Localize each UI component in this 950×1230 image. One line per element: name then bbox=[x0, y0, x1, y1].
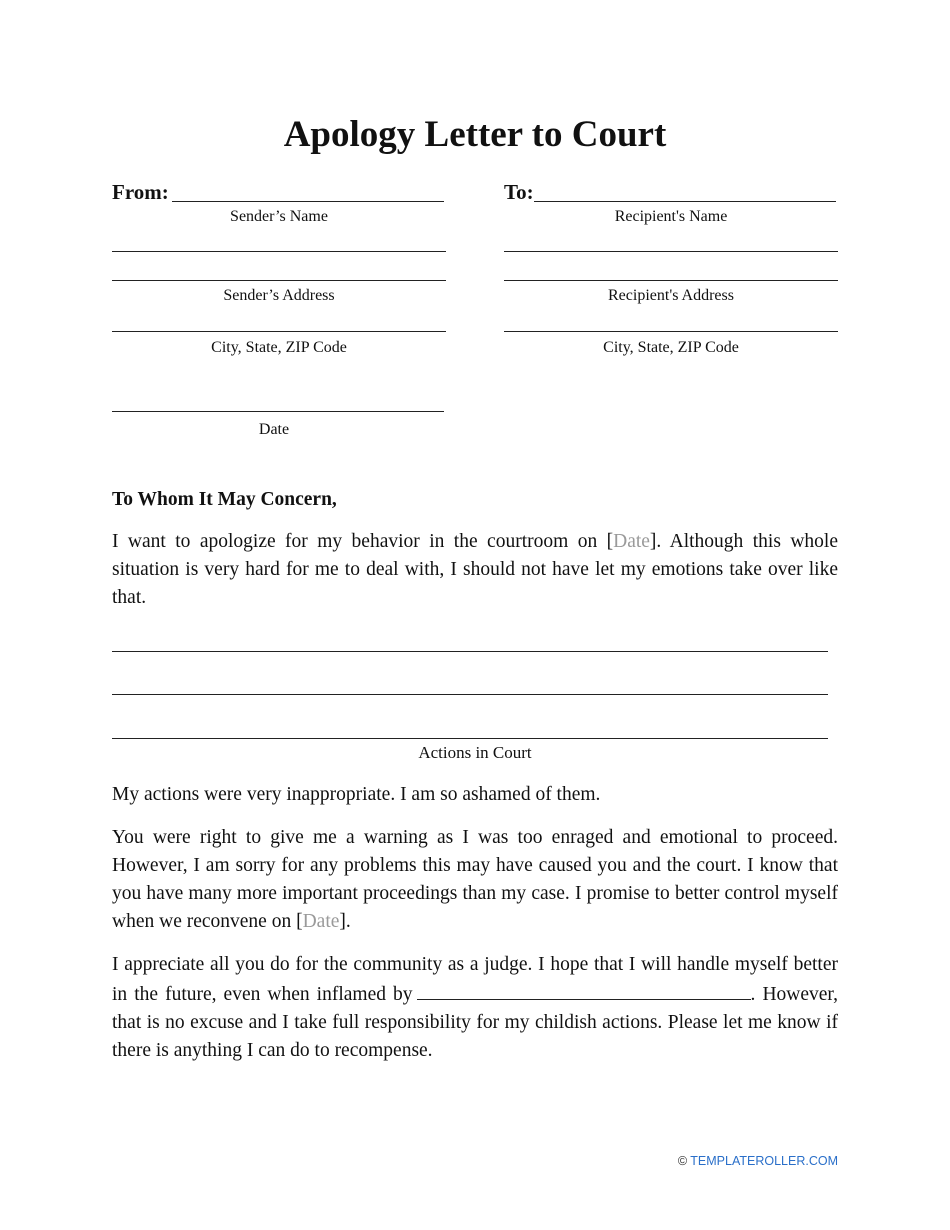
actions-caption: Actions in Court bbox=[418, 743, 532, 762]
footer-credit bbox=[678, 1154, 838, 1168]
paragraph-1 bbox=[112, 528, 838, 612]
sender-address-caption: Sender’s Address bbox=[223, 287, 335, 304]
paragraph-3-start: You were right to give me a warning as I was too enraged and emotional to proceed. However, I am sorry for any problems this may have caused you and the court. I know that you have many more important proceedings than my case. I promise to better control myself when we reconvene on [ bbox=[112, 827, 838, 932]
paragraph-3-end: ]. bbox=[339, 911, 351, 932]
sender-city-line[interactable] bbox=[112, 331, 446, 332]
recipient-address-line-2[interactable] bbox=[504, 280, 838, 281]
paragraph-4-start: I appreciate all you do for the community as a judge. I hope that I will handle myself better in the future, even when inflamed by bbox=[112, 954, 838, 1005]
trigger-blank-line[interactable] bbox=[417, 979, 751, 1000]
recipient-city-line[interactable] bbox=[504, 331, 838, 332]
to-label: To: bbox=[504, 180, 534, 204]
from-label: From: bbox=[112, 180, 169, 204]
templateroller-link[interactable]: TEMPLATEROLLER.COM bbox=[690, 1154, 838, 1168]
copyright-symbol: © bbox=[677, 1154, 688, 1168]
sender-name-line[interactable] bbox=[172, 201, 444, 202]
actions-line-2[interactable] bbox=[112, 694, 828, 695]
sender-city-caption: City, State, ZIP Code bbox=[211, 339, 347, 356]
recipient-name-line[interactable] bbox=[534, 201, 836, 202]
recipient-name-caption: Recipient's Name bbox=[614, 208, 728, 225]
date-line[interactable] bbox=[112, 411, 444, 412]
date-placeholder-2[interactable]: Date bbox=[302, 911, 340, 932]
sender-name-caption: Sender’s Name bbox=[230, 208, 328, 225]
date-placeholder-1[interactable]: Date bbox=[613, 531, 650, 552]
paragraph-1-start: I want to apologize for my behavior in the courtroom on [ bbox=[112, 531, 614, 552]
recipient-address-caption: Recipient's Address bbox=[608, 287, 734, 304]
paragraph-4-end: . However, that is no excuse and I take full responsibility for my childish actions. Please let me know if there is anything I can do to recompense. bbox=[112, 984, 839, 1061]
recipient-city-caption: City, State, ZIP Code bbox=[603, 339, 739, 356]
actions-line-1[interactable] bbox=[112, 651, 828, 652]
paragraph-2: My actions were very inappropriate. I am so ashamed of them. bbox=[112, 784, 601, 805]
sender-address-line-1[interactable] bbox=[112, 251, 446, 252]
paragraph-3 bbox=[112, 824, 838, 936]
paragraph-1-end: ]. Although this whole situation is very hard for me to deal with, I should not have let my emotions take over like that. bbox=[112, 531, 838, 608]
sender-address-line-2[interactable] bbox=[112, 280, 446, 281]
actions-line-3[interactable] bbox=[112, 738, 828, 739]
date-caption: Date bbox=[258, 421, 290, 438]
salutation: To Whom It May Concern, bbox=[112, 489, 337, 510]
paragraph-4 bbox=[112, 951, 838, 1065]
document-title: Apology Letter to Court bbox=[283, 114, 667, 155]
recipient-address-line-1[interactable] bbox=[504, 251, 838, 252]
